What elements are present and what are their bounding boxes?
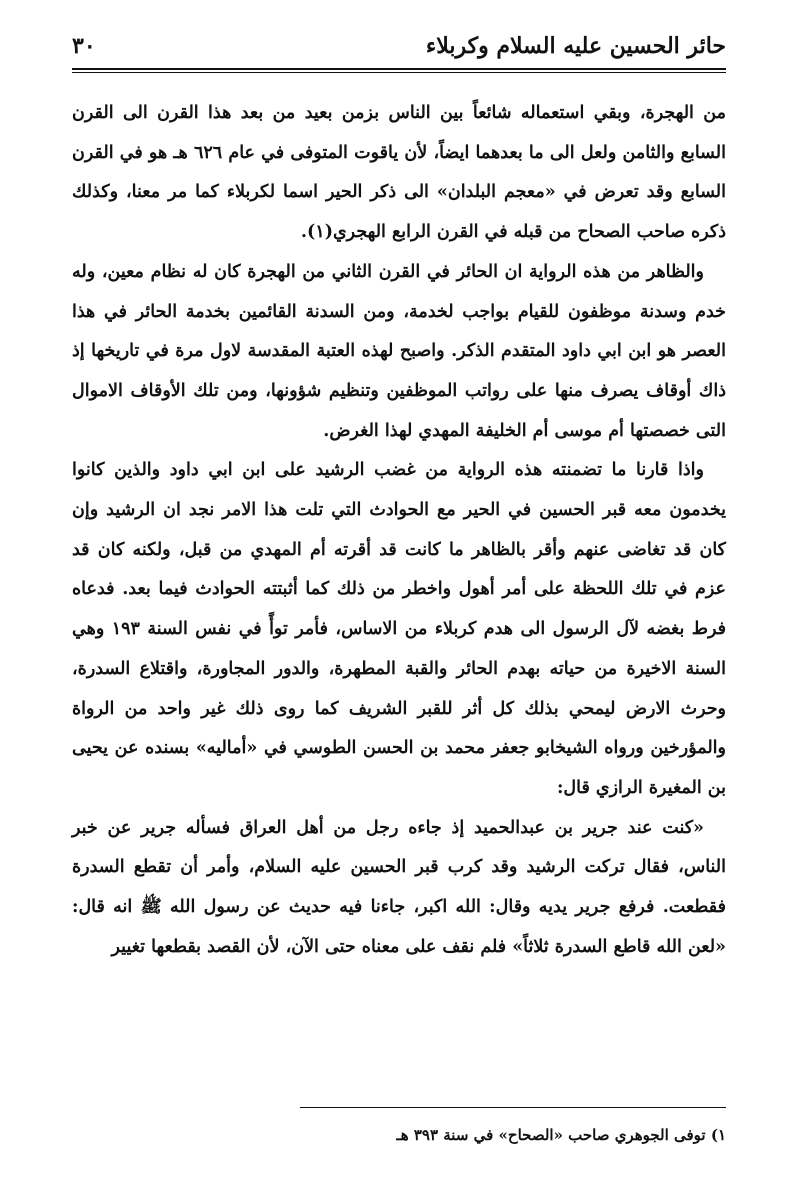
paragraph-1: من الهجرة، وبقي استعماله شائعاً بين الناس بزمن بعيد من بعد هذا القرن الى القرن السابع والثامن ولعل الى ما بعدهما ايضاً، لأن ياقوت المتوفى في عام ٦٢٦ هـ هو في القرن السابع وقد تعرض في «معجم البلدان» الى ذكر الحير اسما لكربلاء كما مر معنا، وكذلك ذكره صاحب الصحاح من قبله في القرن الرابع الهجري(١).	[72, 103, 726, 243]
body-text	[72, 94, 726, 967]
paragraph-4: «كنت عند جرير بن عبدالحميد إذ جاءه رجل من أهل العراق فسأله جرير عن خبر الناس، فقال تركت الرشيد وقد كرب قبر الحسين عليه السلام، وأمر أن تقطع السدرة فقطعت. فرفع جرير يديه وقال: الله اكبر، جاءنا فيه حديث عن رسول الله ﷺ انه قال: «لعن الله قاطع السدرة ثلاثاً» فلم نقف على معناه حتى الآن، لأن القصد بقطعها تغيير	[72, 817, 726, 957]
paragraph-2: والظاهر من هذه الرواية ان الحائر في القرن الثاني من الهجرة كان له نظام معين، وله خدم وسدنة موظفون للقيام بواجب لخدمة، ومن السدنة القائمين بخدمة الحائر في هذا العصر هو ابن ابي داود المتقدم الذكر. واصبح لهذه العتبة المقدسة لاول مرة في تاريخها إذ ذاك أوقاف يصرف منها على رواتب الموظفين وتنظيم شؤونها، ومن تلك الأوقاف الاموال التى خصصتها أم موسى أم الخليفة المهدي لهذا الغرض.	[72, 261, 726, 441]
header-rule-thin	[72, 72, 726, 73]
paragraph-3: واذا قارنا ما تضمنته هذه الرواية من غضب الرشيد على ابن ابي داود والذين كانوا يخدمون معه قبر الحسين في الحير مع الحوادث التي تلت هذا الامر نجد ان الرشيد وإن كان قد تغاضى عنهم وأقر بالظاهر ما كانت قد أقرته أم المهدي من قبل، ولكنه كان قد عزم في تلك اللحظة على أمر أهول واخطر من ذلك كما أثبتته الحوادث فيما بعد. فدعاه فرط بغضه لآل الرسول الى هدم كربلاء من الاساس، فأمر توأً في نفس السنة ١٩٣ وهي السنة الاخيرة من حياته بهدم الحائر والقبة المطهرة، والدور المجاورة، واقتلاع السدرة، وحرث الارض ليمحي بذلك كل أثر للقبر الشريف كما روى ذلك غير واحد من الرواة والمؤرخين ورواه الشيخابو جعفر محمد بن الحسن الطوسي في «أماليه» بسنده عن يحيى بن المغيرة الرازي قال:	[72, 460, 726, 798]
running-header	[72, 26, 726, 66]
footnote: ١) توفى الجوهري صاحب «الصحاح» في سنة ٣٩٣ هـ	[396, 1126, 726, 1144]
header-rule	[72, 68, 726, 70]
footnote-divider	[300, 1107, 726, 1108]
page-number: ٣٠	[72, 33, 96, 59]
header-title: حائر الحسين عليه السلام وكربلاء	[425, 33, 726, 59]
